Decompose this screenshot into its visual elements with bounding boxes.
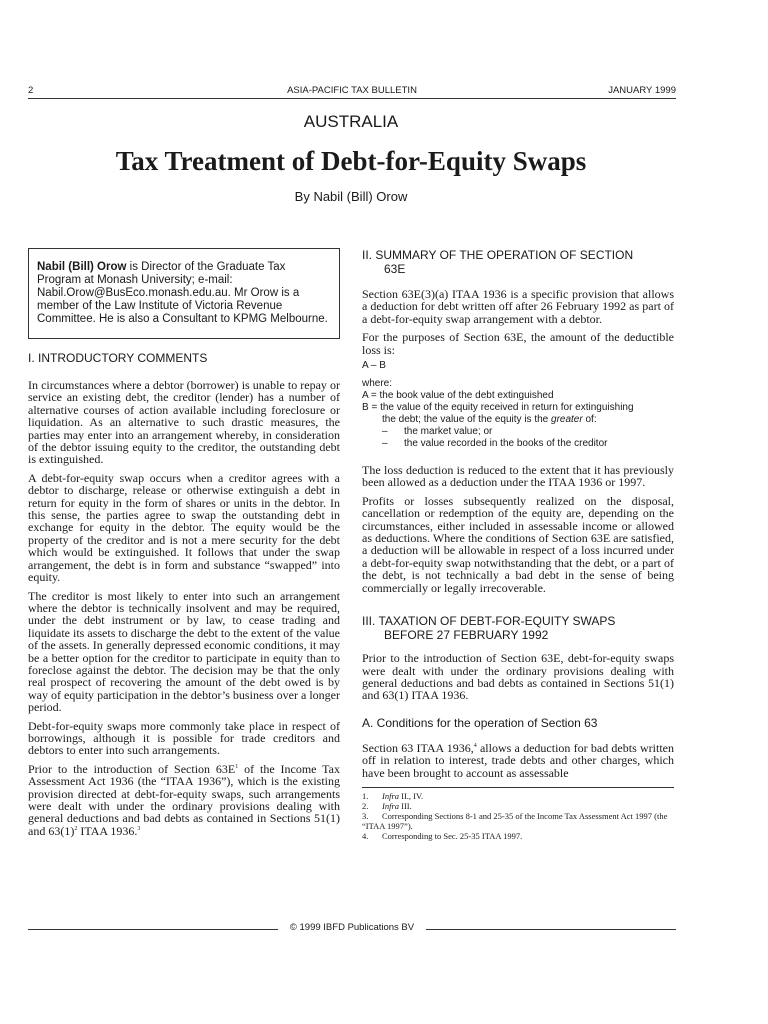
formula: A – B	[362, 360, 386, 372]
paragraph: The creditor is most likely to enter into such an arrangement where the debtor is technically insolvent and may be required, under the debt instrument or by law, to cease trading and liquidate its assets to discharge the debt to the extent of the value of the assets. In generally depressed economic conditions, it may be a better option for the creditor to participate in equity than to foreclose against the debtor. The decision may be that the only real prospect of recovering the amount of the debt owed is by way of equity participation in the debtor’s business over a longer period.	[28, 588, 340, 715]
running-header	[28, 85, 676, 99]
heading-line: 63E	[384, 262, 406, 276]
footnote-number: 3.	[362, 810, 369, 821]
section-heading-taxation	[362, 614, 674, 642]
paragraph-text: allows a deduction for bad debts written off in relation to interest, trade debts and other charges, which have been brought to account as assessable	[362, 740, 674, 780]
definition-a: A = the book value of the debt extinguished	[362, 390, 554, 402]
heading-line: II. SUMMARY OF THE OPERATION OF SECTION	[362, 248, 634, 262]
list-item-text: the value recorded in the books of the creditor	[404, 438, 608, 450]
subsection-heading: A. Conditions for the operation of Section 63	[362, 715, 598, 730]
byline: By Nabil (Bill) Orow	[294, 189, 408, 204]
left-column	[28, 248, 340, 837]
paragraph-text: of the Income Tax Assessment Act 1936 (the “ITAA 1936”), which is the existing provision directed at debt-for-equity swaps, such arrangements were dealt with under the ordinary provisions dealing with general deductions and bad debts as contained in Sections 51(1) and 63(1)	[28, 761, 340, 838]
country-label: AUSTRALIA	[303, 112, 399, 131]
footnote-ref: 4	[473, 742, 477, 749]
list-item	[362, 438, 674, 450]
paragraph: Prior to the introduction of Section 63E, debt-for-equity swaps were dealt with under the ordinary provisions dealing with general deductions and bad debts as contained in Sections 51(1) and 63(1) ITAA 1936.	[362, 651, 674, 703]
article-title: Tax Treatment of Debt-for-Equity Swaps	[115, 146, 587, 176]
footnote-ref: 1	[235, 763, 239, 770]
footnote-number: 4.	[362, 830, 369, 841]
definition-b: B = the value of the equity received in return for extinguishing	[362, 402, 634, 414]
footnote-text: II., IV.	[399, 790, 424, 801]
definition-text: the debt; the value of the equity is the	[382, 414, 552, 426]
paragraph: In circumstances where a debtor (borrower) is unable to repay or service an existing debt, the creditor (lender) has a number of alternative courses of action available including foreclosure or liquidation. As an alternative to such drastic measures, the parties may enter into an arrangement whereby, in consideration of the debtor issuing equity to the creditor, the outstanding debt is extinguished.	[28, 378, 340, 467]
header-rule	[28, 98, 676, 99]
paragraph: The loss deduction is reduced to the extent that it has previously been allowed as a deduction under the ITAA 1936 or 1997.	[362, 463, 674, 490]
footnote	[362, 831, 674, 841]
footnote-ref: 3	[137, 825, 141, 832]
paragraph: A debt-for-equity swap occurs when a creditor agrees with a debtor to discharge, release or otherwise extinguish a debt in return for equity in the form of shares or units in the debtor. In this sense, the parties agree to swap the outstanding debt in exchange for equity in the debtor. The equity would be the property of the creditor and is not a mere security for the debt which would be extinguished. It follows that under the swap arrangement, the debt is in form and substance “swapped” into equity.	[28, 470, 340, 585]
paragraph: Section 63E(3)(a) ITAA 1936 is a specific provision that allows a deduction for debt written off after 26 February 1992 as part of a debt-for-equity swap arrangement with a debtor.	[362, 287, 674, 326]
paragraph: Debt-for-equity swaps more commonly take place in respect of borrowings, although it is possible for trade creditors and debtors to enter into such arrangements.	[28, 718, 340, 758]
list-item-text: the market value; or	[404, 426, 493, 438]
paragraph: Profits or losses subsequently realized on the disposal, cancellation or redemption of the equity are, depending on the circumstances, either included in assessable income or allowed as deductions. Where the conditions of Section 63E are satisfied, a deduction will be allowable in respect of a loss incurred under a debt-for-equity swap notwithstanding that the debt, or a part of the debt, is not technically a bad debt in the sense of being commercially or legally irrecoverable.	[362, 493, 674, 595]
paragraph-with-footnote	[362, 742, 674, 779]
footnote	[362, 791, 674, 801]
page-footer	[28, 922, 676, 936]
right-column	[362, 248, 674, 841]
paragraph-with-footnotes	[28, 763, 340, 837]
footnote-italic: Infra	[382, 790, 399, 801]
copyright: © 1999 IBFD Publications BV	[289, 922, 415, 933]
list-item	[362, 426, 674, 438]
where-label: where:	[362, 378, 393, 390]
heading-line: BEFORE 27 FEBRUARY 1992	[384, 628, 549, 643]
author-name: Nabil (Bill) Orow	[37, 261, 127, 273]
definition-b-continued	[362, 414, 674, 426]
heading-line: III. TAXATION OF DEBT-FOR-EQUITY SWAPS	[362, 614, 616, 629]
footer-rule-right	[426, 929, 676, 930]
footnote-text: Corresponding to Sec. 25-35 ITAA 1997.	[382, 830, 523, 841]
footnote-number: 2.	[362, 800, 369, 811]
page-number: 2	[28, 85, 34, 96]
footnote	[362, 811, 674, 831]
section-heading-summary	[362, 248, 674, 276]
footnote-italic: Infra	[382, 800, 399, 811]
paragraph-text: ITAA 1936.	[77, 823, 138, 838]
paragraph-text: Prior to the introduction of Section 63E	[28, 761, 236, 776]
issue-date: JANUARY 1999	[608, 85, 676, 96]
footnote-text: Corresponding Sections 8-1 and 25-35 of the Income Tax Assessment Act 1997 (the “ITAA 1997”).	[362, 810, 668, 831]
definition-emphasis: greater	[551, 414, 583, 426]
author-bio-box	[28, 248, 340, 339]
definition-text: of:	[582, 414, 597, 426]
dash-marker: –	[382, 426, 388, 438]
paragraph: For the purposes of Section 63E, the amount of the deductible loss is:	[362, 330, 674, 357]
footnote	[362, 801, 674, 811]
section-heading-introductory: I. INTRODUCTORY COMMENTS	[28, 351, 208, 365]
footnote-ref: 2	[74, 825, 78, 832]
footnote-text: III.	[399, 800, 412, 811]
bulletin-name: ASIA-PACIFIC TAX BULLETIN	[287, 85, 417, 96]
author-bio-text: is Director of the Graduate Tax Program at Monash University; e-mail: Nabil.Orow@BusEco.monash.edu.au. Mr Orow is a member of the Law Institute of Victoria Revenue Committee. He is also a Consultant to KPMG Melbourne.	[37, 261, 328, 325]
footnotes	[362, 791, 674, 841]
dash-marker: –	[382, 438, 388, 450]
paragraph-text: Section 63 ITAA 1936,	[362, 740, 474, 755]
footnote-number: 1.	[362, 790, 369, 801]
